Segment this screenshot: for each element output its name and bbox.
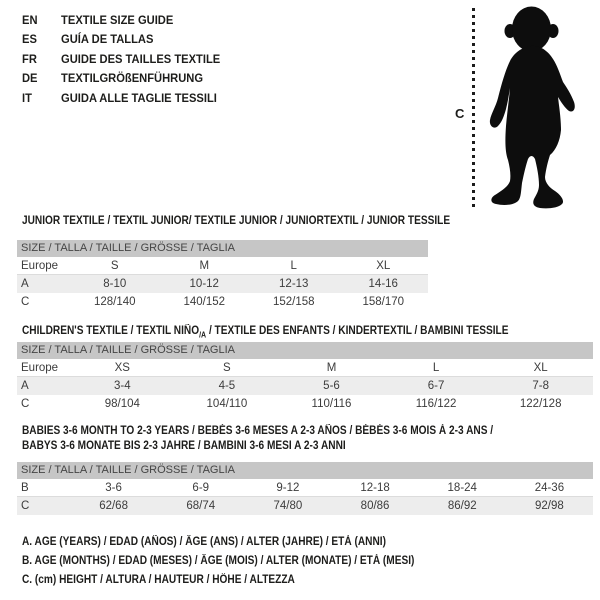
children-title-rest: / TEXTILE DES ENFANTS / KINDERTEXTIL / BAMBINI TESSILE [206,325,509,337]
size-cell: 10-12 [189,278,219,290]
row-label: A [21,278,29,290]
language-code: FR [22,51,37,66]
children-title-sub: /A [199,330,207,340]
size-cell: 18-24 [447,482,477,494]
size-cell: M [326,362,337,374]
size-cell: 86/92 [447,500,477,512]
size-row-europe [17,359,593,377]
row-label: C [21,296,30,308]
size-cell: 68/74 [186,500,216,512]
language-label: TEXTILE SIZE GUIDE [61,13,174,27]
row-label: C [21,398,30,410]
language-code: ES [22,32,37,47]
language-list [22,11,235,108]
size-row-europe [17,257,428,275]
language-row [22,89,220,108]
footnotes [22,533,468,589]
size-cell: 12-18 [360,482,390,494]
row-label: C [21,500,30,512]
size-cell: 3-6 [105,482,122,494]
babies-title-line1: BABIES 3-6 MONTH TO 2-3 YEARS / BEBÉS 3-6 MESES A 2-3 AÑOS / BÉBÉS 3-6 MOIS À 2-3 ANS / [22,425,494,437]
children-title-main: CHILDREN'S TEXTILE / TEXTIL NIÑO [22,325,200,337]
row-label: Europe [21,260,59,272]
height-measure-line [472,8,475,209]
size-cell: XL [376,260,391,272]
table-title-children [22,325,508,339]
size-cell: XL [533,362,548,374]
size-cell: M [199,260,210,272]
size-cell: 24-36 [534,482,565,494]
size-cell: 4-5 [218,380,236,392]
row-label: A [21,380,29,392]
size-cell: L [290,260,297,272]
language-row [22,50,220,69]
size-row-b [17,479,593,497]
language-row [22,30,220,49]
size-cell: 12-13 [279,278,309,290]
size-cell: L [432,362,440,374]
junior-size-table [17,240,428,311]
language-code: IT [22,90,32,105]
language-row [22,69,220,88]
size-cell: 128/140 [93,296,136,308]
size-cell: 7-8 [532,380,549,392]
size-cell: 98/104 [104,398,140,410]
height-measure-label: C [455,106,465,121]
table-title-junior: JUNIOR TEXTILE / TEXTIL JUNIOR/ TEXTILE JUNIOR / JUNIORTEXTIL / JUNIOR TESSILE [22,215,451,227]
language-row [22,11,220,30]
size-cell: 122/128 [519,398,562,410]
size-row-a [17,275,428,293]
size-header-band: SIZE / TALLA / TAILLE / GRÖSSE / TAGLIA [17,342,593,359]
size-cell: 6-9 [192,482,210,494]
size-row-c [17,395,593,413]
babies-size-table [17,462,593,515]
toddler-silhouette-icon [481,4,577,210]
language-code: EN [22,13,38,27]
size-cell: 152/158 [272,296,315,308]
row-label: Europe [21,362,59,374]
language-label: GUIDA ALLE TAGLIE TESSILI [61,90,217,105]
size-cell: 9-12 [276,482,300,494]
language-code: DE [22,71,38,86]
footnote-age-years: A. AGE (YEARS) / EDAD (AÑOS) / ÂGE (ANS) / ALTER (JAHRE) / ETÀ (ANNI) [22,536,386,548]
children-size-table [17,342,593,413]
size-cell: 116/122 [415,398,457,410]
language-label: GUÍA DE TALLAS [61,32,154,47]
size-cell: 104/110 [206,398,248,410]
size-row-c [17,293,428,311]
size-cell: 74/80 [273,500,303,512]
size-cell: 8-10 [103,278,127,290]
size-cell: 5-6 [323,380,340,392]
language-label: GUIDE DES TAILLES TEXTILE [61,51,221,66]
footnote-height-cm: C. (cm) HEIGHT / ALTURA / HAUTEUR / HÖHE / ALTEZZA [22,573,295,586]
babies-title-line2: BABYS 3-6 MONATE BIS 2-3 JAHRE / BAMBINI 3-6 MESI A 2-3 ANNI [22,440,346,453]
language-label: TEXTILGRÖßENFÜHRUNG [61,71,204,86]
table-title-babies [22,424,493,455]
size-cell: 80/86 [360,500,390,512]
size-cell: 6-7 [427,380,445,392]
size-cell: 14-16 [368,278,398,290]
size-cell: S [110,260,119,272]
size-cell: 110/116 [311,398,352,410]
footnote-age-months: B. AGE (MONTHS) / EDAD (MESES) / ÂGE (MOIS) / ALTER (MONATE) / ETÀ (MESI) [22,554,415,567]
size-cell: 62/68 [99,500,128,512]
size-cell: 158/170 [362,296,405,308]
size-row-c [17,497,593,515]
size-cell: 92/98 [535,500,564,512]
row-label: B [21,482,29,494]
size-cell: XS [114,362,130,374]
size-cell: 3-4 [113,380,131,392]
size-header-band: SIZE / TALLA / TAILLE / GRÖSSE / TAGLIA [17,240,428,257]
size-row-a [17,377,593,395]
size-cell: S [223,362,231,374]
size-cell: 140/152 [183,296,226,308]
size-header-band: SIZE / TALLA / TAILLE / GRÖSSE / TAGLIA [17,462,593,479]
